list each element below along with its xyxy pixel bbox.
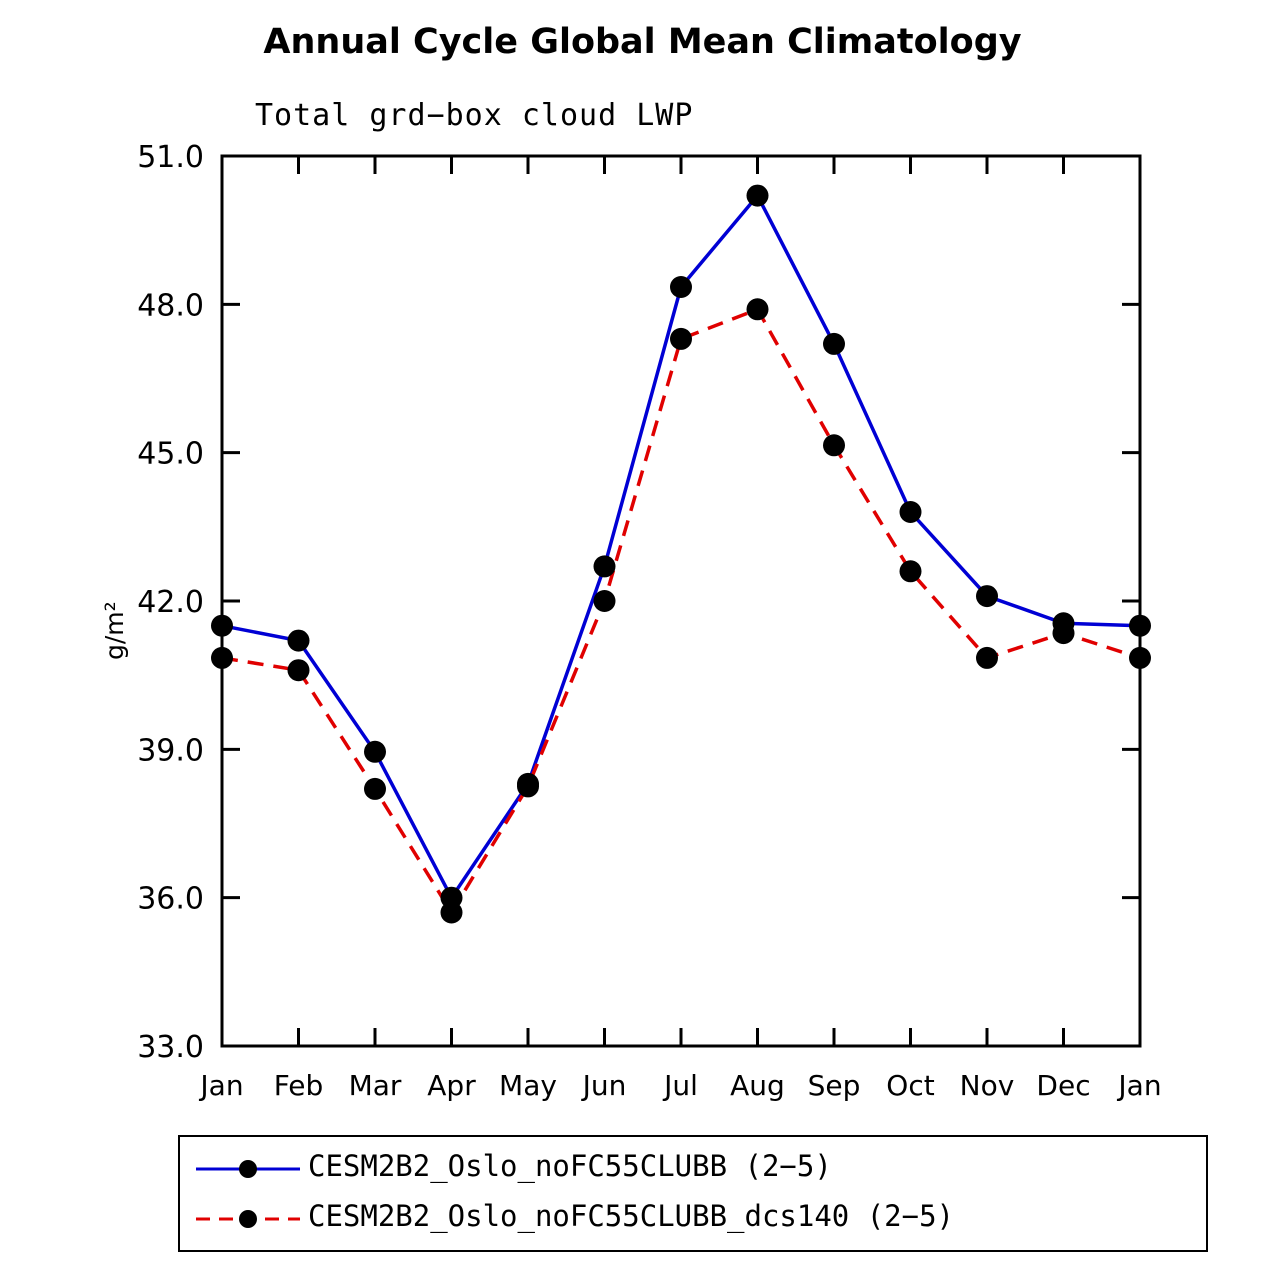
legend-label-series-1: CESM2B2_Oslo_noFC55CLUBB_dcs140 (2−5) bbox=[308, 1199, 955, 1233]
x-tick-label: Jul bbox=[664, 1069, 698, 1102]
data-point-marker bbox=[670, 328, 692, 350]
legend-item-1 bbox=[180, 1199, 1206, 1249]
y-tick-label: 33.0 bbox=[137, 1030, 204, 1065]
data-point-marker bbox=[288, 659, 310, 681]
legend-swatch-series-0 bbox=[194, 1149, 302, 1189]
legend-item-0 bbox=[180, 1149, 1206, 1199]
chart-subtitle: Total grd−box cloud LWP bbox=[255, 98, 694, 133]
x-tick-label: Jan bbox=[200, 1069, 244, 1102]
data-point-marker bbox=[517, 775, 539, 797]
page-title: Annual Cycle Global Mean Climatology bbox=[263, 22, 1022, 62]
y-tick-label: 42.0 bbox=[137, 585, 204, 620]
data-point-marker bbox=[441, 902, 463, 924]
data-point-marker bbox=[364, 741, 386, 763]
x-tick-label: Jan bbox=[1118, 1069, 1162, 1102]
series-line-0 bbox=[222, 196, 1140, 898]
x-tick-label: Jun bbox=[582, 1069, 627, 1102]
x-tick-label: Oct bbox=[886, 1069, 935, 1102]
data-point-marker bbox=[211, 615, 233, 637]
series-group bbox=[211, 185, 1151, 924]
data-point-marker bbox=[364, 778, 386, 800]
data-point-marker bbox=[594, 590, 616, 612]
data-point-marker bbox=[1129, 647, 1151, 669]
data-point-marker bbox=[288, 630, 310, 652]
data-point-marker bbox=[594, 555, 616, 577]
y-axis-label-text: g/m² bbox=[100, 601, 129, 660]
data-point-marker bbox=[1129, 615, 1151, 637]
y-tick-label: 48.0 bbox=[137, 288, 204, 324]
data-point-marker bbox=[1053, 622, 1075, 644]
data-point-marker bbox=[670, 276, 692, 298]
y-tick-label: 39.0 bbox=[137, 733, 204, 769]
legend-label-series-0: CESM2B2_Oslo_noFC55CLUBB (2−5) bbox=[308, 1149, 832, 1183]
data-point-marker bbox=[900, 560, 922, 582]
data-point-marker bbox=[747, 298, 769, 320]
x-tick-label: Feb bbox=[273, 1069, 324, 1102]
y-tick-label: 45.0 bbox=[137, 436, 204, 472]
data-point-marker bbox=[747, 185, 769, 207]
data-point-marker bbox=[900, 501, 922, 523]
x-tick-label: Mar bbox=[348, 1069, 402, 1102]
y-tick-label: 36.0 bbox=[137, 881, 204, 917]
data-point-marker bbox=[823, 333, 845, 355]
x-tick-label: Nov bbox=[959, 1069, 1015, 1102]
x-tick-label: Dec bbox=[1036, 1069, 1091, 1102]
data-point-marker bbox=[976, 585, 998, 607]
x-tick-label: May bbox=[499, 1069, 557, 1102]
x-tick-label: Apr bbox=[427, 1069, 476, 1102]
data-point-marker bbox=[976, 647, 998, 669]
legend-swatch-series-1 bbox=[194, 1199, 302, 1239]
x-tick-label: Sep bbox=[807, 1069, 861, 1102]
data-point-marker bbox=[823, 434, 845, 456]
y-tick-label: 51.0 bbox=[137, 140, 204, 175]
series-line-1 bbox=[222, 309, 1140, 912]
legend bbox=[178, 1135, 1208, 1252]
data-point-marker bbox=[211, 647, 233, 669]
x-tick-label: Aug bbox=[730, 1069, 785, 1102]
